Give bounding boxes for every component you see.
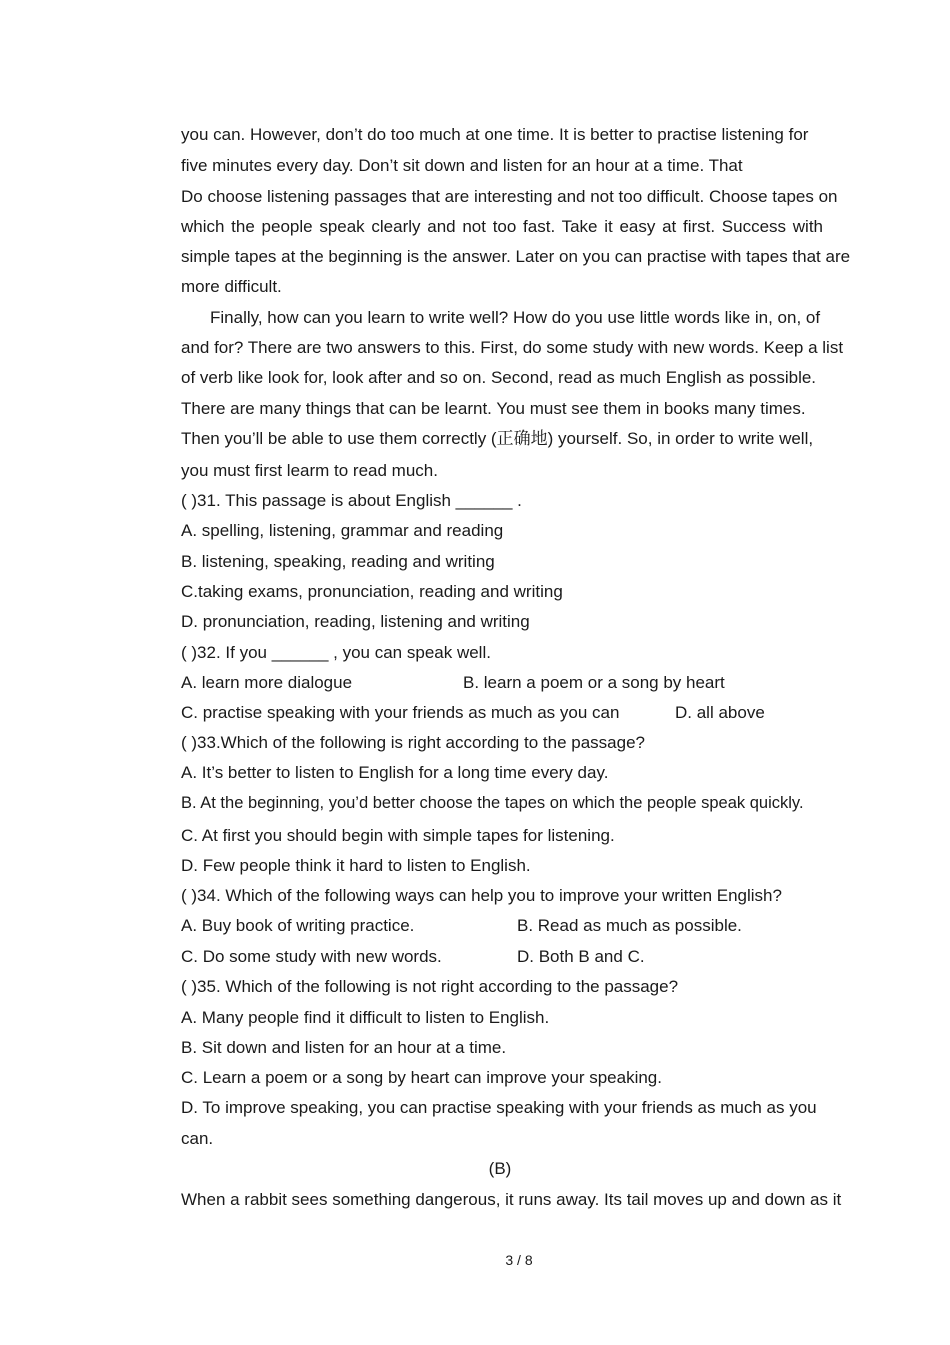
question-32-row-2 <box>181 703 831 723</box>
question-34-row-2 <box>181 947 831 967</box>
question-34-option-c: C. Do some study with new words. <box>181 947 442 966</box>
section-b-heading: (B) <box>488 1159 512 1178</box>
question-33-option-c: C. At first you should begin with simple tapes for listening. <box>181 826 615 845</box>
question-31-option-c: C.taking exams, pronunciation, reading and writing <box>181 582 563 601</box>
question-35-option-c: C. Learn a poem or a song by heart can improve your speaking. <box>181 1068 662 1087</box>
question-35-option-a: A. Many people find it difficult to listen to English. <box>181 1008 550 1027</box>
question-32-option-d: D. all above <box>675 703 765 722</box>
question-35-option-d: D. To improve speaking, you can practise speaking with your friends as much as you <box>181 1098 817 1117</box>
question-32-stem: ( )32. If you ______ , you can speak well. <box>181 643 491 662</box>
question-35-stem: ( )35. Which of the following is not right according to the passage? <box>181 977 679 996</box>
passage-line: and for? There are two answers to this. First, do some study with new words. Keep a list <box>181 338 844 357</box>
question-33-stem: ( )33.Which of the following is right according to the passage? <box>181 733 645 752</box>
question-34-row-1 <box>181 916 831 936</box>
question-33-option-a: A. It’s better to listen to English for a long time every day. <box>181 763 609 782</box>
passage-line: simple tapes at the beginning is the answer. Later on you can practise with tapes that are <box>181 247 851 266</box>
question-32-row-1 <box>181 673 831 693</box>
question-34-stem: ( )34. Which of the following ways can help you to improve your written English? <box>181 886 782 905</box>
passage-line: There are many things that can be learnt. You must see them in books many times. <box>181 399 806 418</box>
question-34-option-a: A. Buy book of writing practice. <box>181 916 415 935</box>
passage-line: you can. However, don’t do too much at one time. It is better to practise listening for <box>181 125 809 144</box>
passage-line: Do choose listening passages that are interesting and not too difficult. Choose tapes on <box>181 187 838 206</box>
passage-line: more difficult. <box>181 277 282 296</box>
question-32-option-b: B. learn a poem or a song by heart <box>463 673 725 692</box>
question-34-option-d: D. Both B and C. <box>517 947 645 966</box>
question-35-option-d-continued: can. <box>181 1129 214 1148</box>
question-31-option-d: D. pronunciation, reading, listening and writing <box>181 612 530 631</box>
page-number: 3 / 8 <box>505 1252 533 1268</box>
passage-line: of verb like look for, look after and so on. Second, read as much English as possible. <box>181 368 817 387</box>
passage-line: When a rabbit sees something dangerous, it runs away. Its tail moves up and down as it <box>181 1190 842 1209</box>
question-32-option-c: C. practise speaking with your friends as much as you can <box>181 703 620 722</box>
passage-line: Then you’ll be able to use them correctly (正确地) yourself. So, in order to write well, <box>181 429 814 448</box>
passage-line: five minutes every day. Don’t sit down and listen for an hour at a time. That <box>181 156 743 175</box>
passage-line: you must first learm to read much. <box>181 461 438 480</box>
question-34-option-b: B. Read as much as possible. <box>517 916 742 935</box>
question-31-option-b: B. listening, speaking, reading and writing <box>181 552 495 571</box>
passage-line: which the people speak clearly and not too fast. Take it easy at first. Success with <box>181 217 824 236</box>
question-33-option-b: B. At the beginning, you’d better choose the tapes on which the people speak quickly. <box>181 794 804 812</box>
question-35-option-b: B. Sit down and listen for an hour at a time. <box>181 1038 507 1057</box>
question-31-stem: ( )31. This passage is about English ______ . <box>181 491 522 510</box>
question-33-option-d: D. Few people think it hard to listen to English. <box>181 856 531 875</box>
question-32-option-a: A. learn more dialogue <box>181 673 353 692</box>
passage-line: Finally, how can you learn to write well? How do you use little words like in, on, of <box>210 308 821 327</box>
question-31-option-a: A. spelling, listening, grammar and reading <box>181 521 504 540</box>
